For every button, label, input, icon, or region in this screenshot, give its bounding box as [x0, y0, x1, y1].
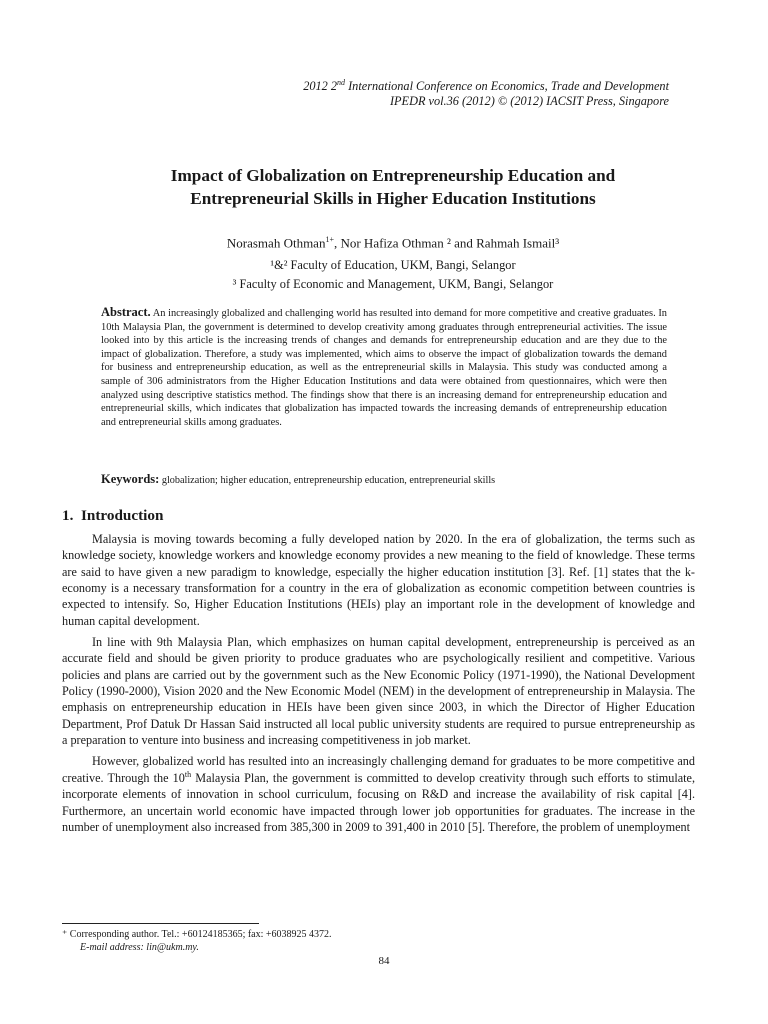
- affiliation-2: ³ Faculty of Economic and Management, UKM, Bangi, Selangor: [232, 277, 554, 291]
- paragraph-1: Malaysia is moving towards becoming a fully developed nation by 2020. In the era of globalization, the terms such as knowledge society, knowledge workers and knowledge economy provides a new meaning to the field of knowledge. These terms are said to have given a new paradigm to knowledge, especially the higher education institution [3]. Ref. [1] states that the k-economy is a necessary transformation for a country in the era of globalization as economic competition between countries is expected to intensify. So, Higher Education Institutions (HEIs) play an important role in the development of knowledge and human capital development.: [62, 532, 695, 628]
- paper-title-line1: Impact of Globalization on Entrepreneurship Education and: [170, 166, 616, 185]
- author-1-marker: 1+: [325, 235, 334, 244]
- paragraph-2: In line with 9th Malaysia Plan, which emphasizes on human capital development, entrepreneurship is perceived as an accurate field and should be given priority to produce graduates who are psychologically resilient and competitive. Various policies and plans are carried out by the government such as the New Economic Policy (1971-1990), the National Development Policy (1990-2000), Vision 2020 and the New Economic Model (NEM) in the development of entrepreneurship in Malaysia. The emphasis on entrepreneurship education in HEIs have been given since 2003, in which the Director of Higher Education Department, Prof Datuk Dr Hassan Said instructed all local public university students are required to pursue entrepreneurship as a preparation to venture into business and increasing competitiveness in job market.: [62, 635, 695, 748]
- footnote: [62, 928, 332, 954]
- author-1: Norasmah Othman: [226, 235, 326, 251]
- paper-title-line2: Entrepreneurial Skills in Higher Education Institutions: [190, 189, 596, 208]
- footnote-divider: [62, 923, 259, 924]
- introduction-body: [62, 531, 695, 840]
- page-number: 84: [378, 955, 390, 967]
- abstract-text: An increasingly globalized and challenging world has resulted into demand for more competitive and creative graduates. In 10th Malaysia Plan, the government is determined to develop creativity among graduates through entrepreneurial activities. The issue looked into by this article is the increasing trends of changes and demands for entrepreneurship education and are they due to the impact of globalization. Therefore, a study was implemented, which aims to observe the impact of globalization towards the demand for business and entrepreneurship education, as well as the entrepreneurial skills in Malaysia. This study was conducted among a sample of 306 administrators from the Higher Education Institutions and data were obtained from questionnaires, which were then analyzed using descriptive statistics method. The findings show that there is an increasing demand for entrepreneurship education and entrepreneurial skills, which indicates that globalization has impacted towards the increasing demands of entrepreneurship education and entrepreneurial skills among graduates.: [101, 308, 668, 428]
- abstract: [101, 306, 667, 429]
- conference-header-line2: IPEDR vol.36 (2012) © (2012) IACSIT Press, Singapore: [389, 94, 669, 109]
- section-title: Introduction: [80, 507, 164, 524]
- affiliation-1: ¹&² Faculty of Education, UKM, Bangi, Selangor: [270, 258, 516, 272]
- keywords-text: globalization; higher education, entrepreneurship education, entrepreneurial skills: [161, 475, 496, 486]
- conference-header-line1: 2012 2nd International Conference on Economics, Trade and Development: [303, 78, 669, 94]
- keywords: [101, 472, 667, 488]
- footnote-email: E-mail address: lin@ukm.my.: [80, 942, 199, 953]
- footnote-contact: ⁺ Corresponding author. Tel.: +60124185365; fax: +6038925 4372.: [62, 929, 332, 940]
- paragraph-3: However, globalized world has resulted into an increasingly challenging demand for graduates to be more competitive and creative. Through the 10th Malaysia Plan, the government is committed to develop creativity through such efforts to stimulate, incorporate elements of innovation in school curriculum, focusing on R&D and increase the availability of risk capital [4]. Furthermore, an uncertain world economic have impacted through lower job opportunities for graduates. The increase in the number of unemployment also increased from 385,300 in 2009 to 391,400 in 2010 [5]. Therefore, the problem of unemployment: [62, 754, 695, 834]
- conference-header: [303, 75, 669, 109]
- keywords-label: Keywords:: [101, 472, 160, 486]
- author-rest: , Nor Hafiza Othman ² and Rahmah Ismail³: [333, 235, 560, 251]
- section-heading-introduction: [62, 506, 163, 525]
- abstract-label: Abstract.: [101, 305, 151, 319]
- author-list: [80, 231, 706, 251]
- paper-title: [80, 164, 706, 210]
- section-number: 1.: [62, 507, 74, 524]
